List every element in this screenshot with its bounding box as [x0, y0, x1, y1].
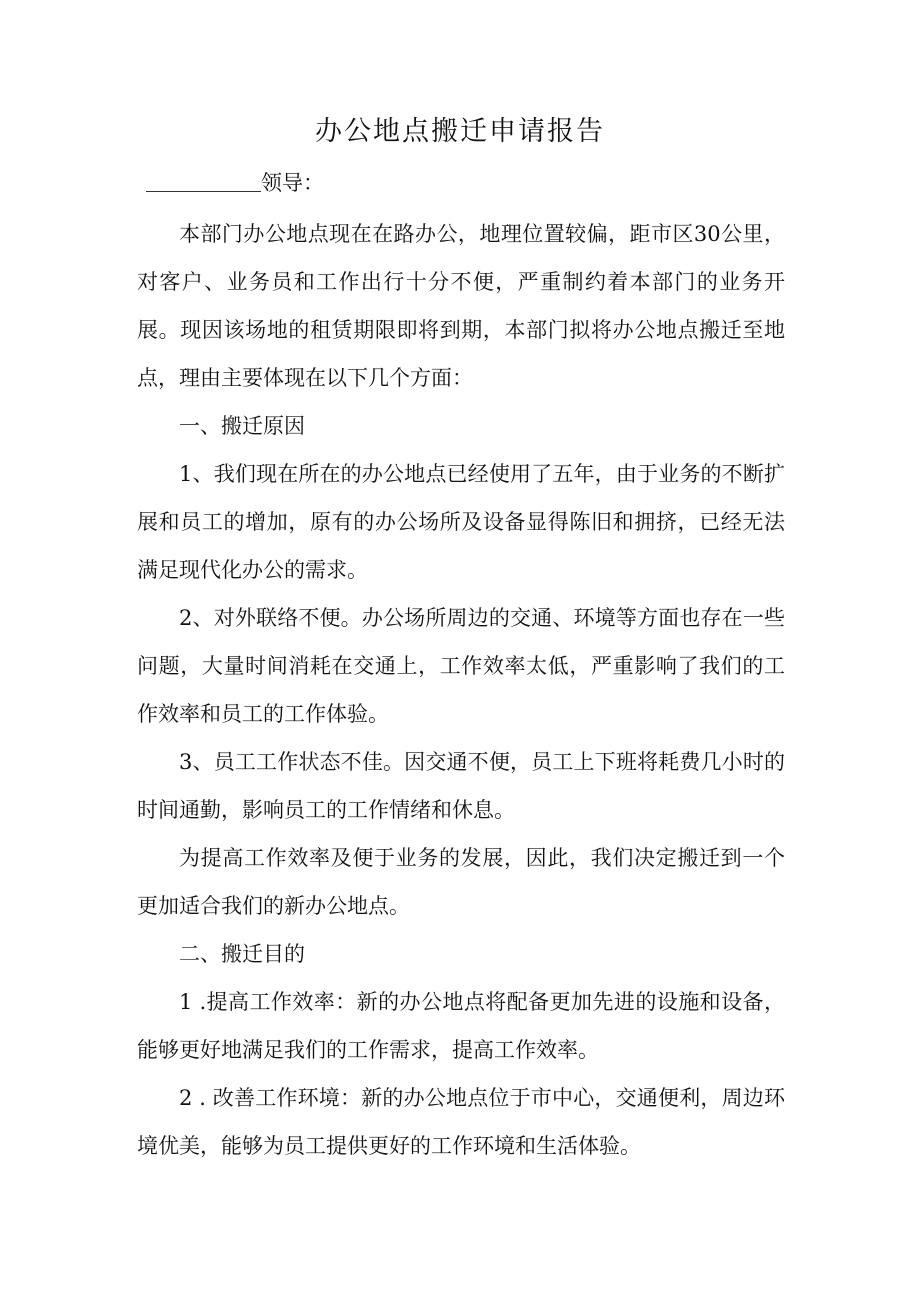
reason-paragraph-3: 3、员工工作状态不佳。因交通不便，员工上下班将耗费几小时的时间通勤，影响员工的工作情绪和休息。: [137, 750, 785, 822]
purpose-paragraph-1: 1 .提高工作效率：新的办公地点将配备更加先进的设施和设备，能够更好地满足我们的工作需求，提高工作效率。: [137, 990, 785, 1062]
salutation: [146, 166, 324, 200]
reason-paragraph-1: 1、我们现在所在的办公地点已经使用了五年，由于业务的不断扩展和员工的增加，原有的办公场所及设备显得陈旧和拥挤，已经无法满足现代化办公的需求。: [137, 462, 785, 582]
page-title: 办公地点搬迁申请报告: [315, 116, 605, 147]
purpose-paragraph-2: 2 . 改善工作环境：新的办公地点位于市中心，交通便利，周边环境优美，能够为员工提供更好的工作环境和生活体验。: [137, 1086, 785, 1158]
conclusion-paragraph: 为提高工作效率及便于业务的发展，因此，我们决定搬迁到一个更加适合我们的新办公地点。: [137, 846, 785, 918]
section-heading-reasons: 一、搬迁原因: [179, 414, 305, 438]
recipient-blank-line: [146, 169, 261, 192]
document-body: [137, 210, 785, 1170]
reason-paragraph-2: 2、对外联络不便。办公场所周边的交通、环境等方面也存在一些问题，大量时间消耗在交通上，工作效率太低，严重影响了我们的工作效率和员工的工作体验。: [137, 606, 785, 726]
section-heading-purpose: 二、搬迁目的: [179, 942, 305, 966]
salutation-text: 领导：: [261, 171, 324, 195]
intro-paragraph: 本部门办公地点现在在路办公，地理位置较偏，距市区30公里，对客户、业务员和工作出行十分不便，严重制约着本部门的业务开展。现因该场地的租赁期限即将到期，本部门拟将办公地点搬迁至地点，理由主要体现在以下几个方面：: [137, 222, 785, 390]
